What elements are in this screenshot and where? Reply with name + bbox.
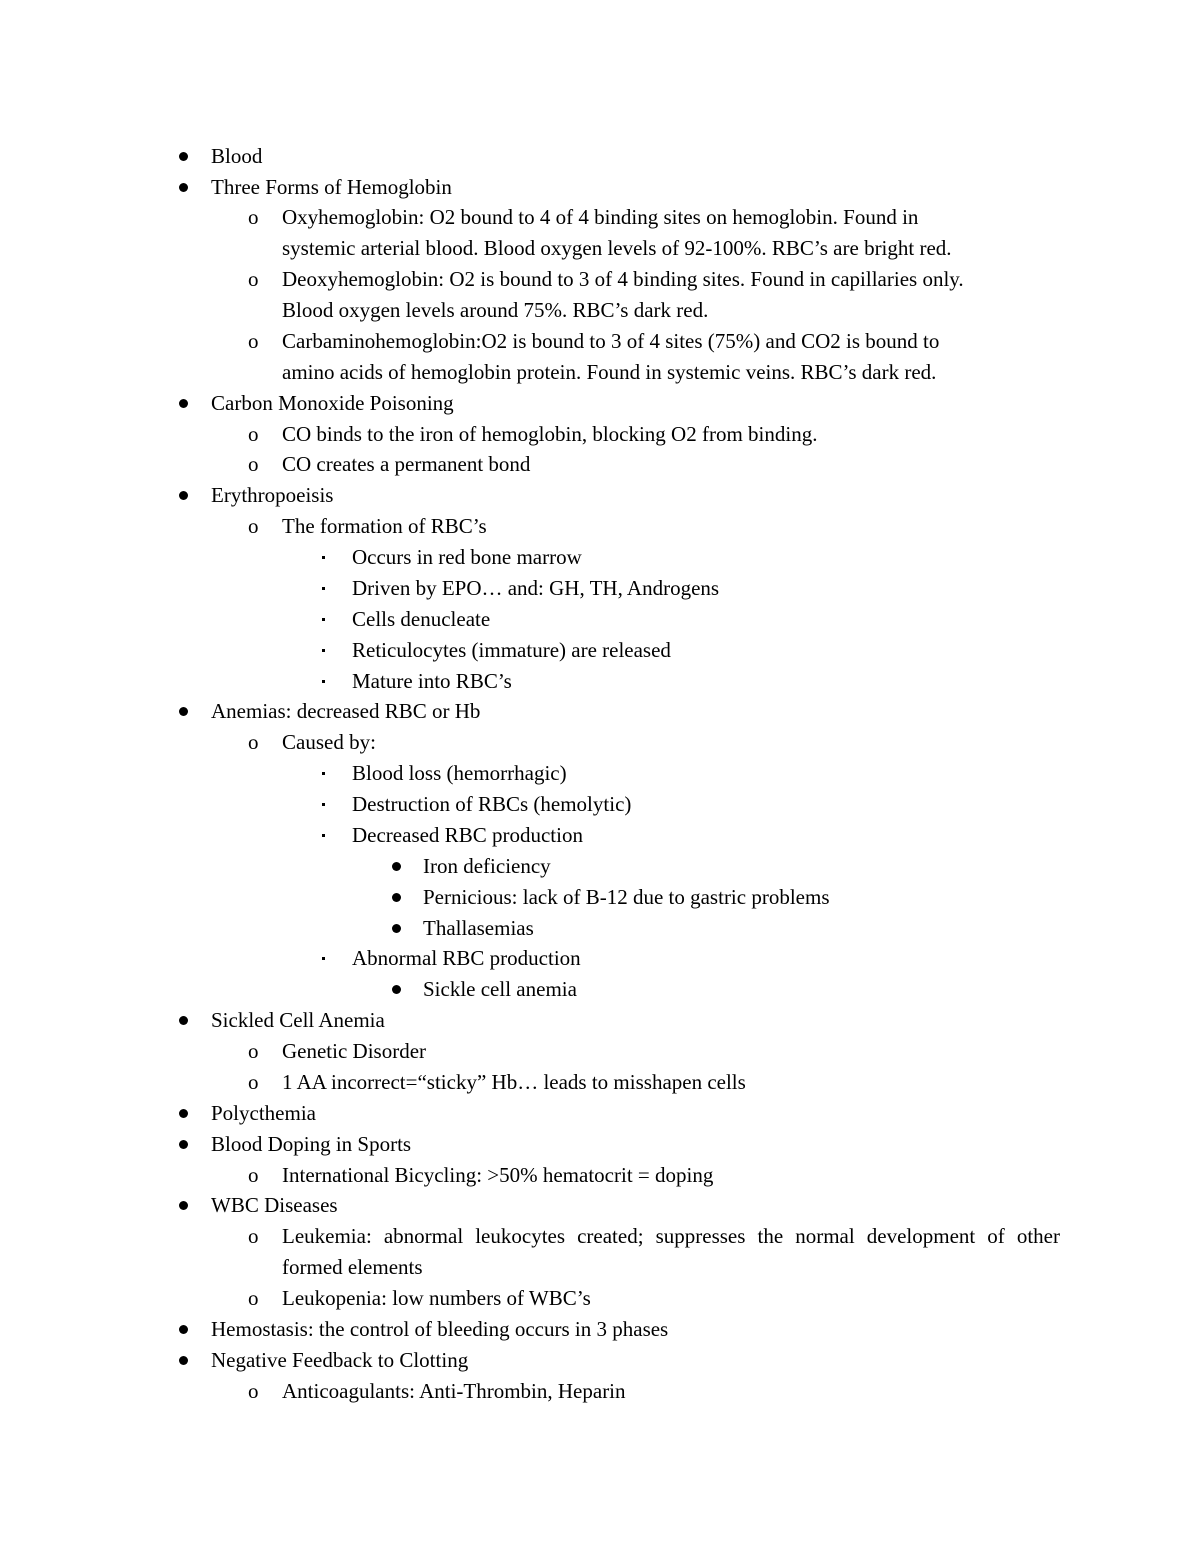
outline-item: Decreased RBC production [352,823,583,847]
circle-bullet-icon: o [248,1379,259,1403]
bullet-icon [179,1201,188,1210]
square-bullet-icon [322,680,325,683]
outline-item: Anemias: decreased RBC or Hb [211,699,481,723]
outline-item: Iron deficiency [423,854,551,878]
circle-bullet-icon: o [248,514,259,538]
square-bullet-icon [322,957,325,960]
circle-bullet-icon: o [248,1070,259,1094]
outline-item-line: Deoxyhemoglobin: O2 is bound to 3 of 4 binding sites. Found in capillaries only. [282,267,964,291]
circle-bullet-icon: o [248,1224,259,1248]
outline-item: Leukopenia: low numbers of WBC’s [282,1286,591,1310]
outline-item: The formation of RBC’s [282,514,487,538]
bullet-icon [392,862,401,871]
square-bullet-icon [322,649,325,652]
circle-bullet-icon: o [248,422,259,446]
circle-bullet-icon: o [248,329,259,353]
square-bullet-icon [322,587,325,590]
outline-item: CO creates a permanent bond [282,452,531,476]
square-bullet-icon [322,803,325,806]
square-bullet-icon [322,556,325,559]
circle-bullet-icon: o [248,267,259,291]
bullet-icon [179,707,188,716]
outline-item: Occurs in red bone marrow [352,545,582,569]
bullet-icon [179,1109,188,1118]
outline-item: Negative Feedback to Clotting [211,1348,469,1372]
outline-item: International Bicycling: >50% hematocrit = doping [282,1163,714,1187]
circle-bullet-icon: o [248,452,259,476]
circle-bullet-icon: o [248,1163,259,1187]
outline-item-line: Blood oxygen levels around 75%. RBC’s dark red. [282,298,709,322]
outline-item: Anticoagulants: Anti-Thrombin, Heparin [282,1379,626,1403]
outline-item: Driven by EPO… and: GH, TH, Androgens [352,576,720,600]
outline-item: Hemostasis: the control of bleeding occurs in 3 phases [211,1317,669,1341]
bullet-icon [392,985,401,994]
bullet-icon [179,1140,188,1149]
bullet-icon [392,924,401,933]
circle-bullet-icon: o [248,205,259,229]
outline-item: Leukemia: abnormal leukocytes created; suppresses the normal development of other formed elements [282,1224,1060,1279]
outline-item: Sickled Cell Anemia [211,1008,385,1032]
square-bullet-icon [322,772,325,775]
outline-item: Thallasemias [423,916,534,940]
outline-item: Erythropoeisis [211,483,334,507]
bullet-icon [179,491,188,500]
bullet-icon [179,183,188,192]
square-bullet-icon [322,834,325,837]
square-bullet-icon [322,618,325,621]
outline-item: Blood Doping in Sports [211,1132,412,1156]
outline-item: Blood [211,144,263,168]
bullet-icon [179,152,188,161]
outline-item: CO binds to the iron of hemoglobin, blocking O2 from binding. [282,422,818,446]
outline-item: Mature into RBC’s [352,669,512,693]
outline-item: Destruction of RBCs (hemolytic) [352,792,632,816]
outline-item: Polycthemia [211,1101,316,1125]
outline-item-line: Carbaminohemoglobin:O2 is bound to 3 of 4 sites (75%) and CO2 is bound to [282,329,940,353]
outline-item: Blood loss (hemorrhagic) [352,761,567,785]
circle-bullet-icon: o [248,730,259,754]
bullet-icon [179,1325,188,1334]
outline-item: Sickle cell anemia [423,977,577,1001]
outline-item: Caused by: [282,730,376,754]
outline-item: Carbon Monoxide Poisoning [211,391,454,415]
outline-item: Genetic Disorder [282,1039,427,1063]
outline-item-line: amino acids of hemoglobin protein. Found in systemic veins. RBC’s dark red. [282,360,937,384]
outline-item: Pernicious: lack of B-12 due to gastric problems [423,885,830,909]
outline-item: Three Forms of Hemoglobin [211,175,452,199]
outline-item: Reticulocytes (immature) are released [352,638,671,662]
circle-bullet-icon: o [248,1286,259,1310]
bullet-icon [179,1356,188,1365]
outline-item: WBC Diseases [211,1193,338,1217]
outline-item: Cells denucleate [352,607,491,631]
bullet-icon [179,1016,188,1025]
bullet-icon [179,399,188,408]
circle-bullet-icon: o [248,1039,259,1063]
outline-item-line: Oxyhemoglobin: O2 bound to 4 of 4 binding sites on hemoglobin. Found in [282,205,919,229]
outline-item-line: systemic arterial blood. Blood oxygen levels of 92-100%. RBC’s are bright red. [282,236,952,260]
outline-item: 1 AA incorrect=“sticky” Hb… leads to misshapen cells [282,1070,746,1094]
bullet-icon [392,893,401,902]
outline-item: Abnormal RBC production [352,946,581,970]
